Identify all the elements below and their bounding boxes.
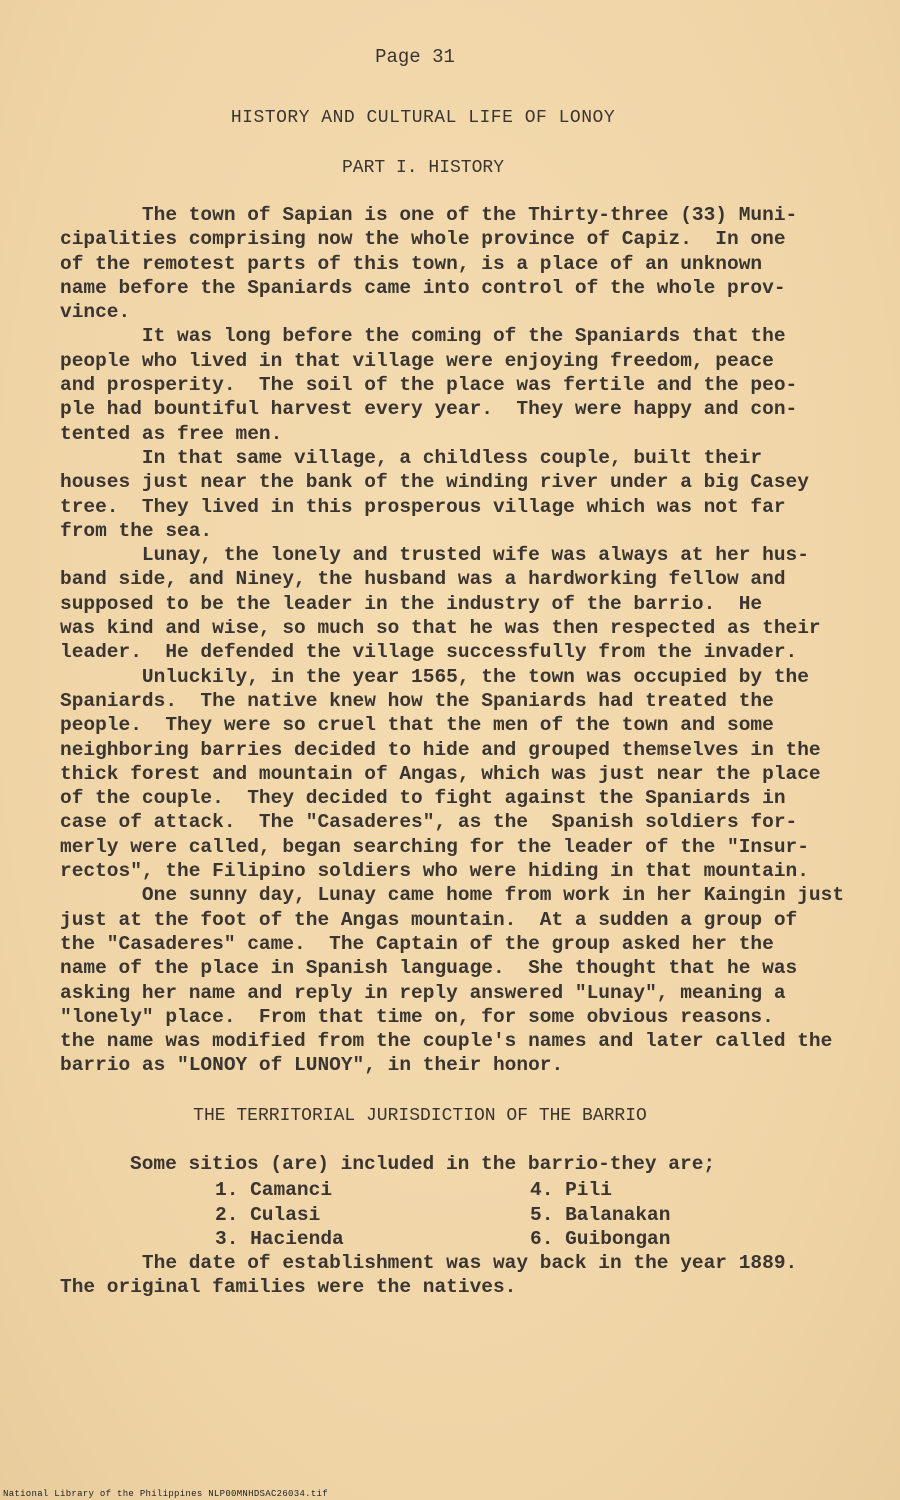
site-item: 3. Hacienda bbox=[215, 1228, 344, 1250]
body-line: cipalities comprising now the whole province of Capiz. In one bbox=[60, 228, 786, 251]
establishment-paragraph bbox=[60, 1251, 797, 1300]
body-line: ple had bountiful harvest every year. They were happy and con- bbox=[60, 398, 798, 421]
body-line: merly were called, began searching for the leader of the "Insur- bbox=[60, 835, 809, 858]
body-line: tree. They lived in this prosperous village which was not far bbox=[60, 495, 786, 518]
body-line: In that same village, a childless couple, built their bbox=[60, 446, 763, 469]
body-line: The original families were the natives. bbox=[60, 1276, 517, 1299]
body-line: The town of Sapian is one of the Thirty-three (33) Muni- bbox=[60, 204, 798, 226]
body-line: vince. bbox=[60, 301, 131, 324]
body-line: and prosperity. The soil of the place was fertile and the peo- bbox=[60, 374, 798, 397]
body-line: just at the foot of the Angas mountain. At a sudden a group of bbox=[60, 908, 798, 931]
body-line: rectos", the Filipino soldiers who were hiding in that mountain. bbox=[60, 860, 809, 883]
site-item: 1. Camanci bbox=[215, 1179, 333, 1201]
sites-row bbox=[215, 1203, 715, 1228]
body-line: name of the place in Spanish language. She thought that he was bbox=[60, 957, 798, 980]
site-item: 5. Balanakan bbox=[530, 1203, 671, 1226]
part-heading: PART I. HISTORY bbox=[341, 158, 505, 178]
sites-list bbox=[215, 1178, 715, 1252]
body-line: leader. He defended the village successfully from the invader. bbox=[60, 641, 798, 664]
body-line: people. They were so cruel that the men of the town and some bbox=[60, 714, 774, 737]
body-line: "lonely" place. From that time on, for some obvious reasons. bbox=[60, 1005, 774, 1028]
body-line: The date of establishment was way back in the year 1889. bbox=[60, 1252, 798, 1274]
body-line: neighboring barries decided to hide and grouped themselves in the bbox=[60, 738, 821, 761]
archive-footer: National Library of the Philippines NLP00MNHDSAC26034.tif bbox=[3, 1489, 328, 1499]
body-line: of the remotest parts of this town, is a place of an unknown bbox=[60, 252, 763, 275]
site-item: 6. Guibongan bbox=[530, 1228, 671, 1250]
document-title: HISTORY AND CULTURAL LIFE OF LONOY bbox=[230, 108, 616, 128]
body-line: It was long before the coming of the Spaniards that the bbox=[60, 325, 786, 348]
body-line: was kind and wise, so much so that he was then respected as their bbox=[60, 617, 821, 640]
sites-intro: Some sitios (are) included in the barrio-they are; bbox=[130, 1153, 716, 1175]
body-line: the "Casaderes" came. The Captain of the group asked her the bbox=[60, 932, 774, 955]
page-number: Page 31 bbox=[375, 46, 455, 68]
body-line: from the sea. bbox=[60, 519, 213, 542]
body-line: band side, and Niney, the husband was a hardworking fellow and bbox=[60, 568, 786, 591]
body-line: barrio as "LONOY of LUNOY", in their honor. bbox=[60, 1054, 564, 1077]
body-line: supposed to be the leader in the industry of the barrio. He bbox=[60, 592, 763, 615]
body-line: thick forest and mountain of Angas, which was just near the place bbox=[60, 762, 821, 785]
jurisdiction-heading: THE TERRITORIAL JURISDICTION OF THE BARRIO bbox=[193, 1106, 647, 1126]
body-line: case of attack. The "Casaderes", as the Spanish soldiers for- bbox=[60, 811, 798, 834]
body-line: houses just near the bank of the winding river under a big Casey bbox=[60, 471, 809, 494]
body-line: asking her name and reply in reply answered "Lunay", meaning a bbox=[60, 981, 786, 1004]
sites-row bbox=[215, 1227, 715, 1252]
body-line: of the couple. They decided to fight against the Spaniards in bbox=[60, 787, 786, 810]
body-line: name before the Spaniards came into control of the whole prov- bbox=[60, 276, 786, 299]
sites-row bbox=[215, 1178, 715, 1203]
body-line: Lunay, the lonely and trusted wife was always at her hus- bbox=[60, 544, 809, 567]
body-line: One sunny day, Lunay came home from work in her Kaingin just bbox=[60, 884, 845, 907]
body-line: tented as free men. bbox=[60, 422, 283, 445]
history-body bbox=[60, 203, 860, 1078]
body-line: the name was modified from the couple's names and later called the bbox=[60, 1030, 833, 1053]
site-item: 2. Culasi bbox=[215, 1203, 321, 1226]
body-line: people who lived in that village were enjoying freedom, peace bbox=[60, 349, 774, 372]
body-line: Unluckily, in the year 1565, the town was occupied by the bbox=[60, 665, 809, 688]
body-line: Spaniards. The native knew how the Spaniards had treated the bbox=[60, 689, 774, 712]
site-item: 4. Pili bbox=[530, 1179, 612, 1201]
